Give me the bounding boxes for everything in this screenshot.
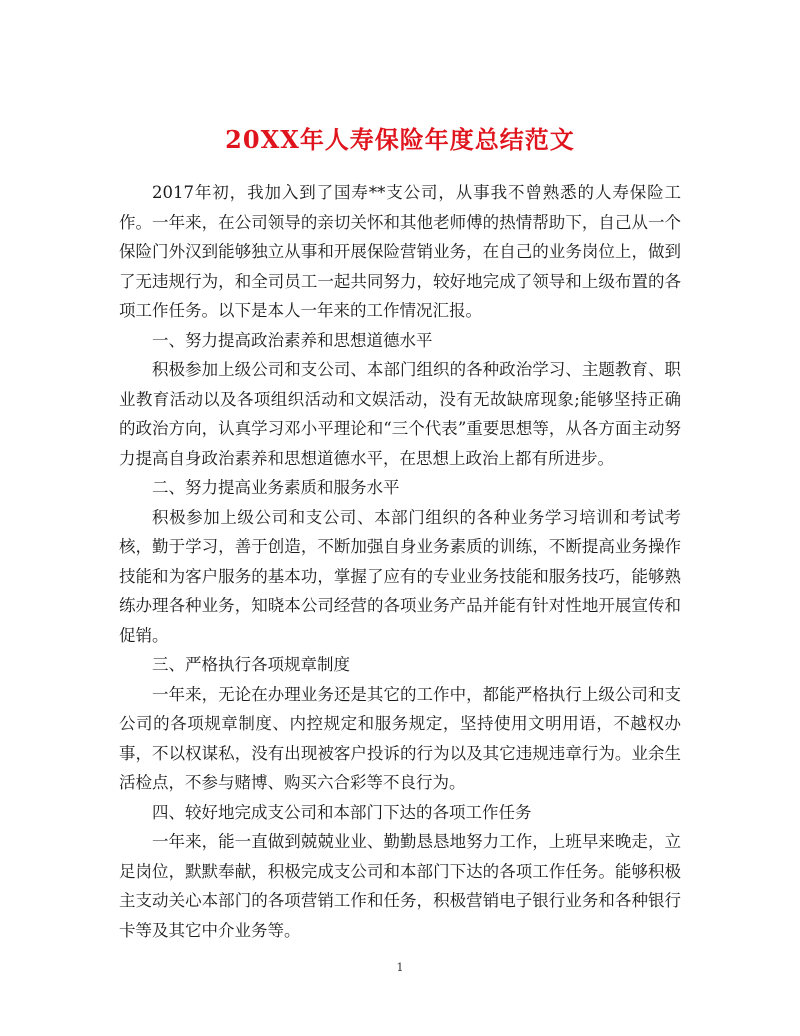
section-3-heading: 三、严格执行各项规章制度	[152, 655, 350, 674]
section-2-heading: 二、努力提高业务素质和服务水平	[152, 478, 400, 497]
document-title: 20XX年人寿保险年度总结范文	[225, 125, 575, 155]
section-4-heading: 四、较好地完成支公司和本部门下达的各项工作任务	[152, 802, 532, 822]
intro-paragraph: 2017年初，我加入到了国寿**支公司，从事我不曾熟悉的人寿保险工作。一年来，在公司领导的亲切关怀和其他老师傅的热情帮助下，自己从一个保险门外汉到能够独立从事和开展保险营销业务，在自己的业务岗位上，做到了无违规行为，和全司员工一起共同努力，较好地完成了领导和上级布置的各项工作任务。以下是本人一年来的工作情况汇报。	[119, 183, 681, 320]
section-2-paragraph: 积极参加上级公司和支公司、本部门组织的各种业务学习培训和考试考核，勤于学习，善于创造，不断加强自身业务素质的训练，不断提高业务操作技能和为客户服务的基本功，掌握了应有的专业业务技能和服务技巧，能够熟练办理各种业务，知晓本公司经营的各项业务产品并能有针对性地开展宣传和促销。	[119, 507, 681, 645]
document-body	[119, 178, 681, 945]
section-4-paragraph: 一年来，能一直做到兢兢业业、勤勤恳恳地努力工作，上班早来晚走，立足岗位，默默奉献，积极完成支公司和本部门下达的各项工作任务。能够积极主支动关心本部门的各项营销工作和任务，积极营销电子银行业务和各种银行卡等及其它中介业务等。	[119, 832, 681, 940]
section-1-paragraph: 积极参加上级公司和支公司、本部门组织的各种政治学习、主题教育、职业教育活动以及各项组织活动和文娱活动，没有无故缺席现象;能够坚持正确的政治方向，认真学习邓小平理论和“三个代表”重要思想等，从各方面主动努力提高自身政治素养和思想道德水平，在思想上政治上都有所进步。	[119, 360, 681, 468]
section-3-paragraph: 一年来，无论在办理业务还是其它的工作中，都能严格执行上级公司和支公司的各项规章制度、内控规定和服务规定，坚持使用文明用语，不越权办事，不以权谋私，没有出现被客户投诉的行为以及其它违规违章行为。业余生活检点，不参与赌博、购买六合彩等不良行为。	[119, 684, 681, 792]
section-1-heading: 一、努力提高政治素养和思想道德水平	[152, 330, 433, 350]
page-number: 1	[396, 961, 404, 974]
